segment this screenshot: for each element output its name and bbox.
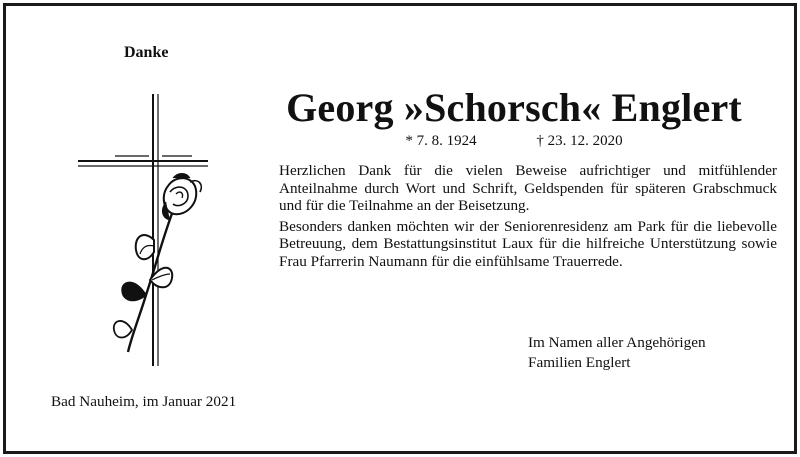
cross-with-rose-icon: [70, 90, 210, 380]
thank-you-message: [279, 162, 777, 274]
notice-heading: Danke: [124, 44, 169, 61]
message-paragraph-2: Besonders danken möchten wir der Seniorenresidenz am Park für die liebevolle Betreuung, dem Bestattungsinstitut Laux für die hilfreiche Unterstützung sowie Frau Pfarrerin Naumann für die einfühlsame Trauerrede.: [279, 217, 777, 270]
message-paragraph-1: Herzlichen Dank für die vielen Beweise aufrichtiger und mitfühlender Anteilnahme durch Wort und Schrift, Geldspenden für späteren Grabschmuck und für die Teilnahme an der Beisetzung.: [279, 162, 777, 215]
death-date: † 23. 12. 2020: [536, 133, 623, 149]
deceased-name: Georg »Schorsch« Englert: [286, 85, 742, 130]
signature-line-1: Im Namen aller Angehörigen: [528, 334, 706, 351]
place-and-date: Bad Nauheim, im Januar 2021: [51, 393, 237, 410]
life-dates: [240, 133, 788, 150]
signature-line-2: Familien Englert: [528, 354, 631, 371]
birth-date: * 7. 8. 1924: [405, 133, 477, 149]
signature-block: [528, 333, 706, 373]
